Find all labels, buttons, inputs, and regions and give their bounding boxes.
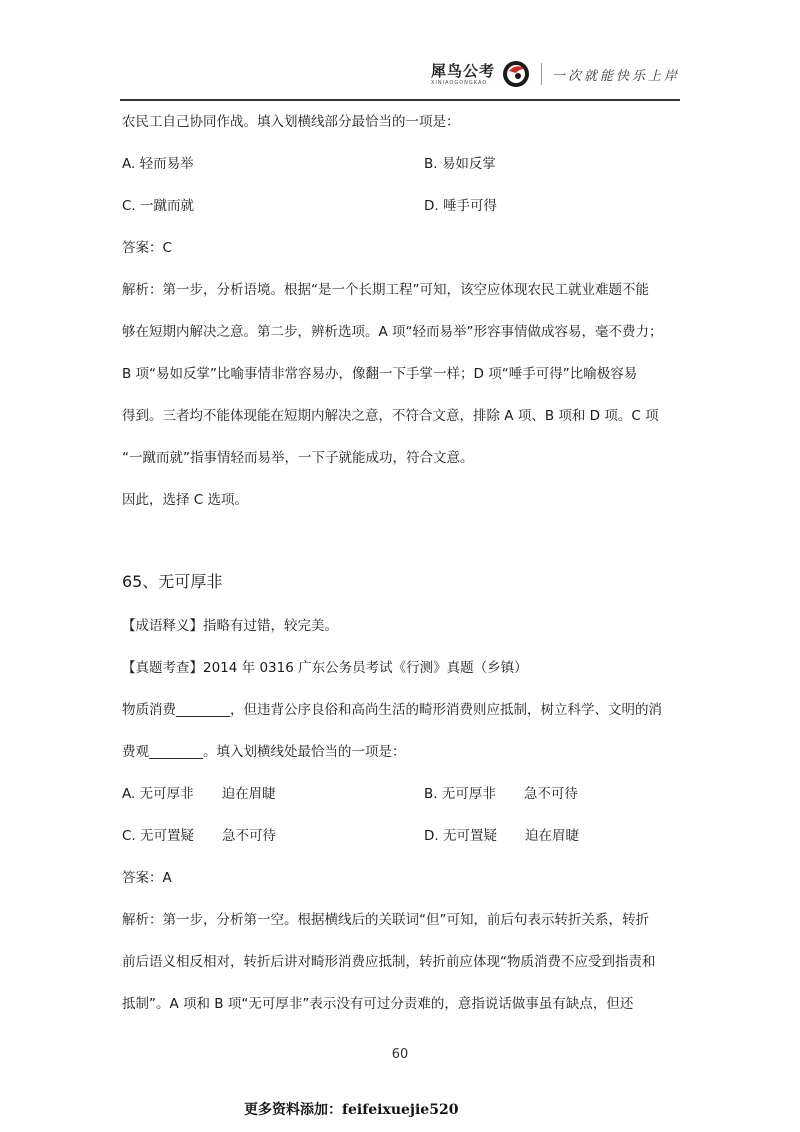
q65-exam-source: 【真题考查】2014 年 0316 广东公务员考试《行测》真题（乡镇） [122,660,528,676]
q65-option-d [424,826,579,846]
footer-contact-note: 更多资料添加：feifeixuejie520 [244,1102,459,1118]
option-word: 无可厚非 [441,786,496,802]
page-number: 60 [391,1047,409,1062]
option-word: 急不可待 [523,786,578,802]
q64-stem-tail: 农民工自己协同作战。填入划横线部分最恰当的一项是： [122,114,460,130]
q65-option-c [122,826,276,846]
hornbill-logo-icon [501,59,531,89]
option-word: 无可置疑 [140,828,195,844]
q64-option-a: A. 轻而易举 [122,156,194,172]
q65-idiom-meaning: 【成语释义】指略有过错，较完美。 [122,618,338,634]
q65-explanation-line: 解析：第一步，分析第一空。根据横线后的关联词“但”可知，前后句表示转折关系，转折 [122,912,649,928]
q64-option-c: C. 一蹴而就 [122,198,195,214]
brand-text [431,62,495,87]
q65-explanation-line: 前后语义相反相对，转折后讲对畸形消费应抵制，转折前应体现“物质消费不应受到指责和 [122,954,656,970]
q64-conclusion: 因此，选择 C 选项。 [122,492,249,508]
q64-explanation-line: B 项“易如反掌”比喻事情非常容易办，像翻一下手掌一样；D 项“唾手可得”比喻极容易 [122,366,638,382]
q65-stem-line: 费观________。填入划横线处最恰当的一项是： [122,744,406,760]
q65-option-a [122,784,276,804]
slogan: 一次就能快乐上岸 [551,68,680,84]
q64-option-b: B. 易如反掌 [424,156,496,172]
q64-answer: 答案：C [122,240,172,256]
logo-divider [541,63,542,85]
q65-answer: 答案：A [122,870,172,886]
q65-title: 65、无可厚非 [122,572,223,591]
page-header [120,52,680,98]
option-word: 迫在眉睫 [221,786,276,802]
q65-stem-line: 物质消费________，但违背公序良俗和高尚生活的畸形消费则应抵制，树立科学、文明的消 [122,702,662,718]
option-letter: D. [424,828,439,844]
option-letter: C. [122,828,136,844]
q64-explanation-line: 得到。三者均不能体现能在短期内解决之意，不符合文意，排除 A 项、B 项和 D 项。C 项 [122,408,659,424]
brand-name: 犀鸟公考 [430,61,495,80]
option-letter: B. [424,786,438,802]
q65-explanation-line: 抵制”。A 项和 B 项“无可厚非”表示没有可过分责难的，意指说话做事虽有缺点，但还 [122,996,634,1012]
q64-explanation-line: “一蹴而就”指事情轻而易举，一下子就能成功，符合文意。 [122,450,474,466]
q65-option-b [424,784,578,804]
brand-subtitle: XINIAOGONGKAO [430,79,488,86]
option-word: 急不可待 [222,828,277,844]
brand-logo [431,52,680,96]
q64-option-d: D. 唾手可得 [424,198,497,214]
option-word: 迫在眉睫 [524,828,579,844]
header-rule [120,99,680,101]
q64-explanation-line: 解析：第一步，分析语境。根据“是一个长期工程”可知，该空应体现农民工就业难题不能 [122,282,649,298]
option-word: 无可置疑 [442,828,497,844]
option-letter: A. [122,786,136,802]
q64-explanation-line: 够在短期内解决之意。第二步，辨析选项。A 项“轻而易举”形容事情做成容易，毫不费力； [122,324,663,340]
option-word: 无可厚非 [139,786,194,802]
